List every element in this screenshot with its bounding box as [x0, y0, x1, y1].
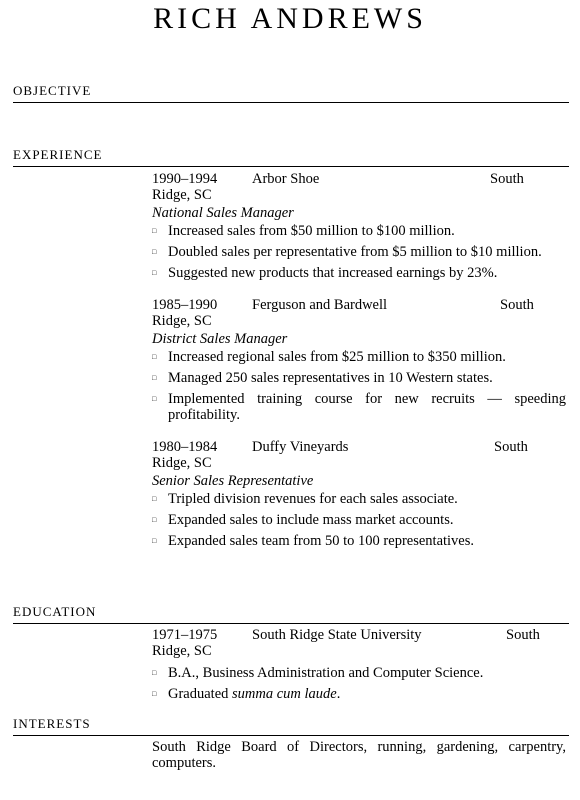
job-bullets — [152, 491, 566, 549]
list-item — [152, 665, 566, 681]
list-item-text: B.A., Business Administration and Computer Science. — [168, 665, 484, 681]
job-title: National Sales Manager — [152, 205, 294, 221]
job-location-cont: Ridge, SC — [152, 313, 212, 329]
job-entry — [152, 439, 566, 549]
job-title: Senior Sales Representative — [152, 473, 314, 489]
job-location-cont: Ridge, SC — [152, 455, 212, 471]
bullet-icon: □ — [152, 353, 157, 361]
job-date: 1990–1994 — [152, 171, 218, 187]
job-location: South — [500, 297, 534, 313]
job-entry — [152, 171, 566, 281]
job-location: South — [494, 439, 528, 455]
list-item — [152, 512, 566, 528]
job-company: Ferguson and Bardwell — [252, 297, 388, 313]
list-item-text: Expanded sales to include mass market accounts. — [168, 512, 454, 528]
bullet-icon: □ — [152, 248, 157, 256]
section-heading-objective: OBJECTIVE — [13, 83, 569, 103]
list-item — [152, 223, 566, 239]
job-date: 1985–1990 — [152, 297, 218, 313]
list-item — [152, 391, 566, 423]
honors-prefix: Graduated — [168, 686, 233, 702]
job-header — [152, 297, 566, 329]
resume-name: RICH ANDREWS — [153, 2, 427, 35]
job-header — [152, 171, 566, 203]
education-location-cont: Ridge, SC — [152, 643, 212, 659]
list-item — [152, 533, 566, 549]
education-date: 1971–1975 — [152, 627, 218, 643]
job-location-cont: Ridge, SC — [152, 187, 212, 203]
job-title: District Sales Manager — [152, 331, 288, 347]
list-item-text: Expanded sales team from 50 to 100 representatives. — [168, 533, 475, 549]
job-header — [152, 439, 566, 471]
list-item — [152, 370, 566, 386]
experience-content — [152, 171, 566, 565]
education-header — [152, 627, 566, 659]
list-item — [152, 349, 566, 365]
education-bullets — [152, 665, 566, 702]
bullet-icon: □ — [152, 495, 157, 503]
job-bullets — [152, 349, 566, 423]
job-company: Arbor Shoe — [252, 171, 320, 187]
list-item — [152, 244, 566, 260]
list-item-text: Managed 250 sales representatives in 10 Western states. — [168, 370, 493, 386]
education-school: South Ridge State University — [252, 627, 422, 643]
honors-suffix: . — [336, 686, 341, 702]
bullet-icon: □ — [152, 227, 157, 235]
section-heading-interests: INTERESTS — [13, 716, 569, 736]
job-company: Duffy Vineyards — [252, 439, 349, 455]
list-item-text: Implemented training course for new recruits — speeding profitability. — [168, 391, 566, 423]
bullet-icon: □ — [152, 374, 157, 382]
honors-emphasis: summa cum laude — [232, 686, 337, 702]
job-bullets — [152, 223, 566, 281]
bullet-icon: □ — [152, 395, 157, 403]
list-item — [152, 491, 566, 507]
education-location: South — [506, 627, 540, 643]
bullet-icon: □ — [152, 669, 157, 677]
list-item-text: Tripled division revenues for each sales associate. — [168, 491, 458, 507]
list-item — [152, 265, 566, 281]
list-item-text: Suggested new products that increased earnings by 23%. — [168, 265, 498, 281]
bullet-icon: □ — [152, 269, 157, 277]
bullet-icon: □ — [152, 690, 157, 698]
interests-text: South Ridge Board of Directors, running, gardening, carpentry, computers. — [152, 739, 566, 771]
section-heading-education: EDUCATION — [13, 604, 569, 624]
job-location: South — [490, 171, 524, 187]
list-item-text: Increased sales from $50 million to $100 million. — [168, 223, 455, 239]
list-item-text: Increased regional sales from $25 million to $350 million. — [168, 349, 506, 365]
list-item-text: Doubled sales per representative from $5 million to $10 million. — [168, 244, 542, 260]
bullet-icon: □ — [152, 516, 157, 524]
education-content — [152, 627, 566, 707]
section-heading-experience: EXPERIENCE — [13, 147, 569, 167]
job-entry — [152, 297, 566, 423]
bullet-icon: □ — [152, 537, 157, 545]
list-item — [152, 686, 566, 702]
job-date: 1980–1984 — [152, 439, 218, 455]
